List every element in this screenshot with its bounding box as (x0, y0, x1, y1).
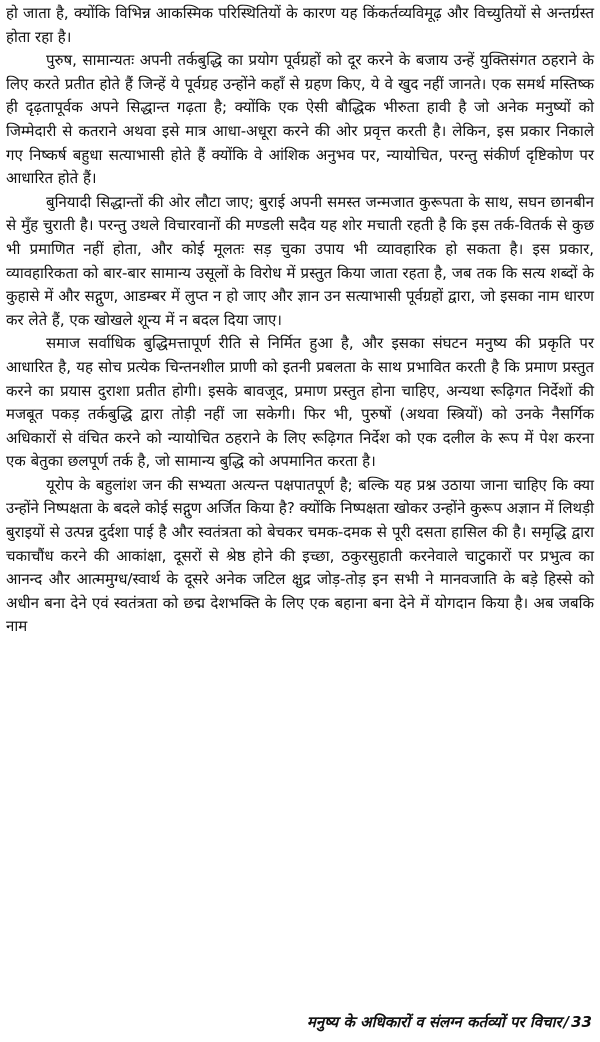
paragraph-continued: हो जाता है, क्योंकि विभिन्न आकस्मिक परिस्थितियों के कारण यह किंकर्तव्यविमूढ़ और विच्युतियों से अन्तर्ग्रस्त होता रहा है। (6, 4, 594, 46)
body-text (6, 2, 594, 639)
paragraph: यूरोप के बहुलांश जन की सभ्यता अत्यन्त पक्षपातपूर्ण है; बल्कि यह प्रश्न उठाया जाना चाहिए कि क्या उन्होंने निष्पक्षता के बदले कोई सद्गुण अर्जित किया है? क्योंकि निष्पक्षता खोकर उन्होंने कुरूप अज्ञान में लिथड़ी बुराइयों से उत्पन्न दुर्दशा पाई है और स्वतंत्रता को बेचकर चमक-दमक से पूरी दसता हासिल की है। समृद्धि द्वारा चकाचौंध करने की आकांक्षा, दूसरों से श्रेष्ठ होने की इच्छा, ठकुरसुहाती करनेवाले चाटुकारों पर प्रभुत्व का आनन्द और आत्ममुग्ध/स्वार्थ के दूसरे अनेक जटिल क्षुद्र जोड़-तोड़ इन सभी ने मानवजाति के बड़े हिस्से को अधीन बना देने एवं स्वतंत्रता को छद्म देशभक्ति के लिए एक बहाना बना देने में योगदान किया है। अब जबकि नाम (6, 475, 594, 636)
running-footer (307, 1012, 592, 1032)
book-title: मनुष्य के अधिकारों व संलग्न कर्तव्यों पर विचार (306, 1013, 562, 1031)
paragraph: पुरुष, सामान्यतः अपनी तर्कबुद्धि का प्रयोग पूर्वग्रहों को दूर करने के बजाय उन्हें युक्तिसंगत ठहराने के लिए करते प्रतीत होते हैं जिन्हें ये पूर्वग्रह उन्होंने कहाँ से ग्रहण किए, ये वे खुद नहीं जानते। एक समर्थ मस्तिष्क ही दृढ़तापूर्वक अपने सिद्धान्त गढ़ता है; क्योंकि एक ऐसी बौद्धिक भीरुता हावी है जो अनेक मनुष्यों को जिम्मेदारी से कतराने अथवा इसे मात्र आधा-अधूरा करने की ओर प्रवृत्त करती है। लेकिन, इस प्रकार निकाले गए निष्कर्ष बहुधा सत्याभासी होते हैं क्योंकि वे आंशिक अनुभव पर, न्यायोचित, परन्तु संकीर्ण दृष्टिकोण पर आधारित होते हैं। (6, 51, 594, 188)
page-number: 33 (571, 1013, 592, 1031)
paragraph: बुनियादी सिद्धान्तों की ओर लौटा जाए; बुराई अपनी समस्त जन्मजात कुरूपता के साथ, सघन छानबीन से मुँह चुराती है। परन्तु उथले विचारवानों की मण्डली सदैव यह शोर मचाती रहती है कि इस तर्क-वितर्क से कुछ भी प्रमाणित नहीं होता, और कोई मूलतः सड़ चुका उपाय भी व्यावहारिक हो सकता है। इस प्रकार, व्यावहारिकता को बार-बार सामान्य उसूलों के विरोध में प्रस्तुत किया जाता रहता है, जब तक कि सत्य शब्दों के कुहासे में और सद्गुण, आडम्बर में लुप्त न हो जाए और ज्ञान उन सत्याभासी पूर्वग्रहों द्वारा, जो इसका नाम धारण कर लेते हैं, एक खोखले शून्य में न बदल दिया जाए। (6, 192, 594, 329)
paragraph: समाज सर्वाधिक बुद्धिमत्तापूर्ण रीति से निर्मित हुआ है, और इसका संघटन मनुष्य की प्रकृति पर आधारित है, यह सोच प्रत्येक चिन्तनशील प्राणी को इतनी प्रबलता के साथ प्रभावित करती है कि प्रमाण प्रस्तुत करने का प्रयास दुराशा प्रतीत होगी। इसके बावजूद, प्रमाण प्रस्तुत होना चाहिए, अन्यथा रूढ़िगत निर्देशों की मजबूत पकड़ तर्कबुद्धि द्वारा तोड़ी नहीं जा सकेगी। फिर भी, पुरुषों (अथवा स्त्रियों) को उनके नैसर्गिक अधिकारों से वंचित करने को न्यायोचित ठहराने के लिए रूढ़िगत निर्देश को एक दलील के रूप में पेश करना एक बेतुका छलपूर्ण तर्क है, जो सामान्य बुद्धि को अपमानित करता है। (6, 334, 594, 471)
footer-separator: / (563, 1013, 570, 1031)
